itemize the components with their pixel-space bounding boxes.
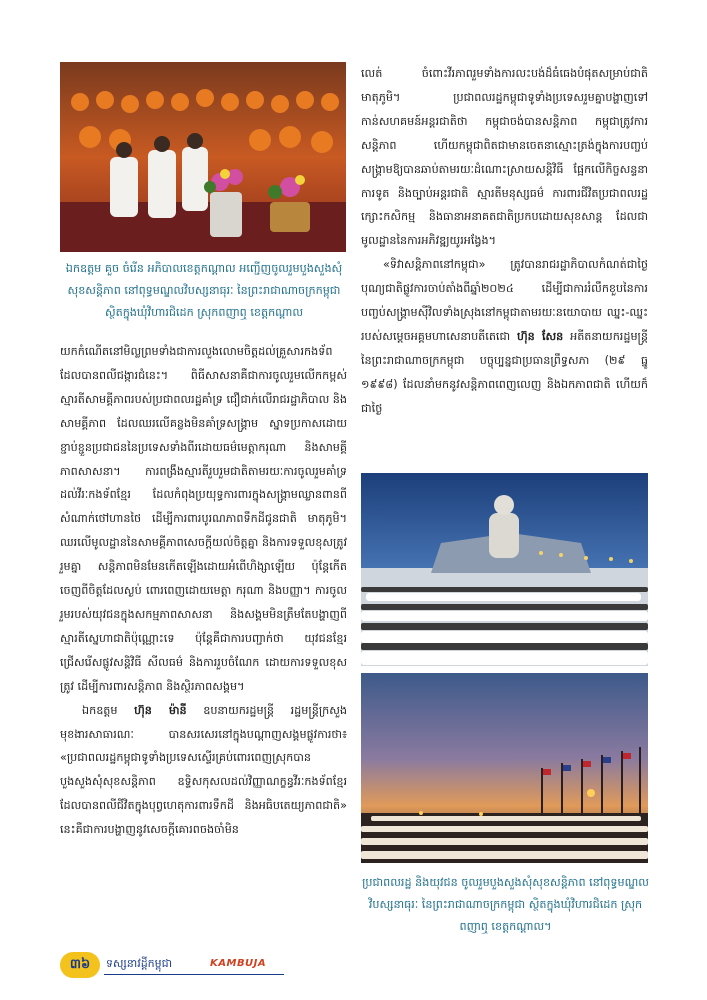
right-paragraph-1: លេត់ ចំពោះវីរភាពរួមទាំងការលះបង់ដ៏ធំធេងបំផុតសម្រាប់ជាតិមាតុភូមិ។ ប្រជាពលរដ្ឋកម្ពុជាទូទាំងប្រទេសរួមគ្នាបង្ហាញទៅកាន់សហគមន៍អន្តរជាតិថា កម្ពុជាចង់បានសន្តិភាព កម្ពុជាត្រូវការសន្តិភាព ហើយកម្ពុជាពិតជាមានចេតនាស្មោះត្រង់ក្នុងការបញ្ចប់សង្គ្រាមឱ្យបានឆាប់តាមរយៈដំណោះស្រាយសន្តិវិធី ផ្អែកលើកិច្ចសន្ទនា ការទូត និងច្បាប់អន្តរជាតិ ស្មារតីមនុស្សធម៌ ការពារជីវិតប្រជាពលរដ្ឋ ក្សោះកសិកម្ម និងធានាអនាគតជាតិប្រកបដោយសុខសាន្ត ដែលជាមូលដ្ឋាននៃការអភិវឌ្ឍយូរអង្វែង។ [361, 67, 648, 248]
left-paragraph-2-lead: ឯកឧត្តម [82, 703, 118, 717]
right-paragraph-2 [361, 253, 648, 420]
photo-officials-with-monks [60, 62, 346, 252]
left-article-column [60, 340, 347, 842]
photo-buddha-statue-gathering [361, 473, 648, 666]
magazine-title: ទស្សនាវដ្តីកម្ពុជា [106, 957, 173, 970]
left-paragraph-2-name: ហ៊ុន ម៉ានី [134, 703, 187, 717]
page-footer [60, 952, 290, 982]
left-paragraph-2 [60, 699, 347, 842]
right-paragraph-2-name: ហ៊ុន សែន [517, 329, 564, 343]
left-paragraph-2-rest: ឧបនាយករដ្ឋមន្ត្រី រដ្ឋមន្ត្រីក្រសួងមុខងារសាធារណៈ បានសរសេរនៅក្នុងបណ្តាញសង្គមផ្លូវការថា៖ «ប្រជាពលរដ្ឋកម្ពុជាទូទាំងប្រទេសស្ទើរគ្រប់ពោរពេញស្រុកបានបួងសួងសុំសុខសន្តិភាព ឧទ្ទិសកុសលដល់វិញ្ញាណក្ខន្ធវីរៈកងទ័ពខ្មែរ ដែលបានពលីជីវិតក្នុងបុព្វហេតុការពារទឹកដី និងអធិបតេយ្យភាពជាតិ» នេះគឺជាការបង្ហាញនូវសេចក្តីគោរពចងចាំមិន [60, 703, 348, 837]
magazine-brand: KAMBUJA [210, 958, 267, 969]
right-paragraph-2-lead: «ទិវាសន្តិភាពនៅកម្ពុជា» ត្រូវបានរាជរដ្ឋាភិបាលកំណត់ជាថ្ងៃបុណ្យជាតិផ្លូវការចាប់តាំងពីឆ្នាំ២០២៤ ដើម្បីជាការរំលឹកខួបនៃការបញ្ចប់សង្គ្រាមស៊ីវិលទាំងស្រុងនៅកម្ពុជាតាមរយៈនយោបាយ ឈ្នះ-ឈ្នះ របស់សម្តេចអគ្គមហាសេនាបតីតេជោ [361, 258, 648, 343]
left-photo-caption: ឯកឧត្តម គួច ចំរើន អភិបាលខេត្តកណ្តាល អញ្ជើញចូលរួមបួងសួងសុំសុខសន្តិភាព នៅពុទ្ធមណ្ឌលវិបស្សនាធុរៈ នៃព្រះរាជាណាចក្រកម្ពុជា ស្ថិតក្នុងឃុំវិហារជិដេក ស្រុកពញាឮ ខេត្តកណ្តាល [65, 262, 343, 319]
page-number: ៣៦ [60, 952, 100, 978]
right-paragraph-2-rest: អតីតនាយករដ្ឋមន្ត្រី នៃព្រះរាជាណាចក្រកម្ពុជា បច្ចុប្បន្នជាប្រធានព្រឹទ្ធសភា (២៩ ធ្នូ ១៩៩៨) ដែលនាំមកនូវសន្តិភាពពេញលេញ និងឯកភាពជាតិ ហើយក៏ជាថ្ងៃ [361, 329, 648, 415]
right-photo-caption: ប្រជាពលរដ្ឋ និងយុវជន ចូលរួមបួងសួងសុំសុខសន្តិភាព នៅពុទ្ធមណ្ឌលវិបស្សនាធុរៈ នៃព្រះរាជាណាចក្រកម្ពុជា ស្ថិតក្នុងឃុំវិហារជិដេក ស្រុកពញាឮ ខេត្តកណ្តាល។ [362, 876, 649, 933]
photo-sunset-gathering [361, 673, 648, 863]
left-paragraph-1: យកកំណើតនៅមិល្លព្រមទាំងជាការលួងលោមចិត្តដល់គ្រួសារកងទ័ព ដែលបានពលីជង្ការជំនេះ។ ពិធីសាសនាគឺជាការចូលរួមលើកកម្ពស់ស្មារតីសាមគ្គីភាពរបស់ប្រជាពលរដ្ឋគាំទ្រ ជឿជាក់លើរាជរដ្ឋាភិបាល និងសាមគ្គីភាព ដែលឈរលើគន្លងមិនគាំទ្រសង្គ្រាម ស្នាទប្រកាសដោយខ្ជាប់ខ្ជួនប្រជាជននៃប្រទេសទាំងពីរដោយធម៌មេត្តាករុណា និងសាមគ្គីភាពសាសនា។ ការពង្រឹងស្មារតីរួបរួមជាតិតាមរយៈការចូលរួមគាំទ្រដល់វីរៈកងទ័ពខ្មែរ ដែលកំពុងប្រយុទ្ធការពារក្នុងសង្គ្រាមឈ្លានពានពីសំណាក់ថៅហានថៃ ដើម្បីការពារបូរណភាពទឹកដីជូនជាតិ មាតុភូមិ។ ឈរលើមូលដ្ឋាននៃសាមគ្គីភាពសេចក្តីយល់ចិត្តគ្នា និងការទទួលខុសត្រូវរួមគ្នា សន្តិភាពមិនមែនកើតឡើងដោយអំពើហិង្សាឡើយ ប៉ុន្តែកើតចេញពីចិត្តដែលស្ងប់ ពោរពេញដោយមេត្តា ករុណា និងបញ្ញា។ ការចូលរួមរបស់យុវជនក្នុងសកម្មភាពសាសនា និងសង្គមមិនត្រឹមតែបង្ហាញពីស្មារតីស្នេហាជាតិប៉ុណ្ណោះទេ ប៉ុន្តែគឺជាការបញ្ជាក់ថា យុវជនខ្មែរជ្រើសរើសផ្លូវសន្តិវិធី សីលធម៌ និងការរួបចំណែក ដោយការទទួលខុសត្រូវ ដើម្បីការពារសន្តិភាព និងស្ថិរភាពសង្គម។ [60, 345, 347, 693]
right-article-column [361, 62, 648, 421]
footer-divider [104, 974, 284, 975]
